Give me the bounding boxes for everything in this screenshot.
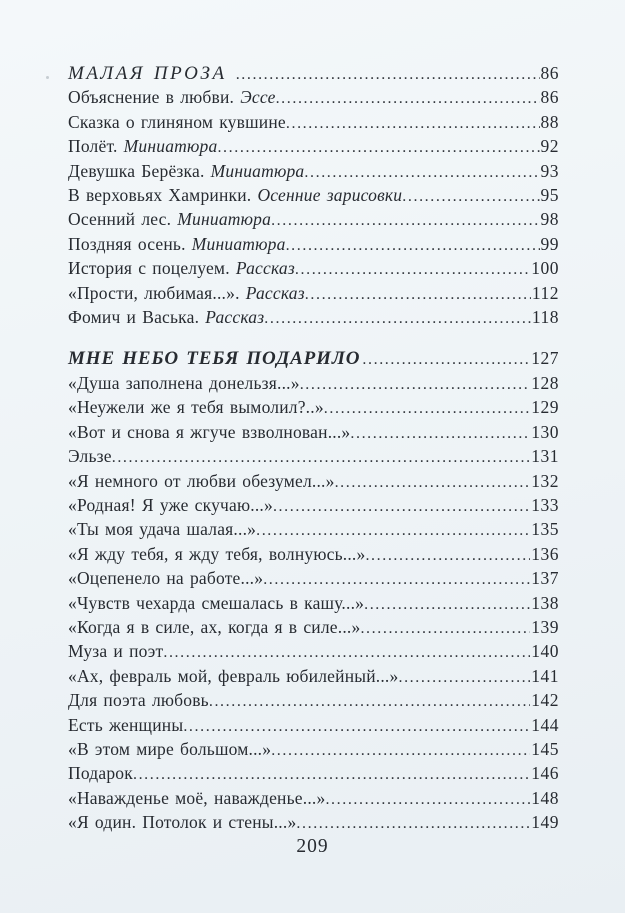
toc-entry-page: 138 (531, 592, 559, 613)
leader-dots (286, 111, 540, 135)
toc-entry (68, 184, 559, 208)
toc-entry-title: Подарок (68, 763, 133, 784)
toc-entry (68, 421, 559, 445)
toc-entry-page: 99 (540, 233, 559, 254)
toc-genre-label: Миниатюра (210, 160, 305, 181)
toc-entry-title: «Оцепенело на работе...» (68, 568, 264, 589)
toc-entry (68, 567, 559, 591)
table-of-contents (68, 62, 559, 836)
toc-genre-label: Рассказ (205, 307, 265, 328)
toc-entry-page: 132 (531, 470, 559, 491)
toc-entry-page: 144 (531, 714, 559, 735)
toc-entry-title: Для поэта любовь (68, 690, 209, 711)
toc-entry-page: 145 (531, 738, 559, 759)
toc-entry-title: Девушка Берёзка. Миниатюра (68, 160, 305, 181)
toc-genre-label: Осенние зарисовки (257, 185, 403, 206)
leader-dots (271, 208, 539, 232)
leader-dots (335, 470, 531, 494)
toc-genre-label: Миниатюра (123, 136, 218, 157)
toc-entry-title: Полёт. Миниатюра (68, 136, 218, 157)
toc-entry-title: «Я немного от любви обезумел...» (68, 470, 335, 491)
leader-dots (364, 592, 530, 616)
toc-section-heading-title: МАЛАЯ ПРОЗА (68, 63, 227, 84)
toc-entry-title: «Я жду тебя, я жду тебя, волнуюсь...» (68, 543, 366, 564)
toc-entry-title: «Я один. Потолок и стены...» (68, 812, 297, 833)
page-number: 209 (296, 836, 329, 857)
toc-entry (68, 372, 559, 396)
toc-entry-page: 136 (531, 543, 559, 564)
toc-entry (68, 257, 559, 281)
toc-entry-title: «Неужели же я тебя вымолил?..» (68, 397, 324, 418)
leader-dots (264, 306, 531, 330)
toc-entry-title: Эльзе (68, 446, 112, 467)
leader-dots (360, 616, 530, 640)
toc-entry-page: 140 (531, 641, 559, 662)
leader-dots (350, 421, 530, 445)
toc-entry (68, 762, 559, 786)
toc-entry (68, 616, 559, 640)
toc-section-heading (68, 347, 559, 371)
toc-section-heading-title: МНЕ НЕБО ТЕБЯ ПОДАРИЛО (68, 348, 361, 370)
toc-entry (68, 282, 559, 306)
toc-entry (68, 86, 559, 110)
toc-genre-label: Миниатюра (191, 233, 286, 254)
toc-entry-title: «Родная! Я уже скучаю...» (68, 494, 273, 515)
toc-entry (68, 494, 559, 518)
toc-entry-page: 95 (540, 185, 559, 206)
leader-dots (362, 347, 530, 371)
toc-entry-title: «Ты моя удача шалая...» (68, 519, 257, 540)
toc-entry-title: Объяснение в любви. Эссе (68, 87, 276, 108)
toc-entry (68, 518, 559, 542)
toc-entry-title: Сказка о глиняном кувшине (68, 111, 286, 132)
toc-entry-title: «Наважденье моё, наважденье...» (68, 787, 326, 808)
toc-genre-label: Эссе (240, 87, 276, 108)
leader-dots (325, 787, 530, 811)
toc-entry-page: 93 (540, 160, 559, 181)
toc-entry (68, 665, 559, 689)
toc-entry-page: 100 (531, 258, 559, 279)
leader-dots (263, 567, 530, 591)
toc-entry (68, 689, 559, 713)
toc-entry-title: Муза и поэт (68, 641, 164, 662)
leader-dots (398, 665, 530, 689)
toc-entry-title: Фомич и Васька. Рассказ (68, 307, 265, 328)
toc-section-heading (68, 62, 559, 86)
leader-dots (273, 494, 530, 518)
toc-entry (68, 233, 559, 257)
leader-dots (276, 86, 540, 110)
toc-entry (68, 811, 559, 835)
toc-section-heading-page: 127 (531, 348, 559, 369)
leader-dots (295, 257, 530, 281)
toc-entry-page: 137 (531, 568, 559, 589)
toc-entry (68, 592, 559, 616)
leader-dots (183, 714, 530, 738)
leader-dots (300, 372, 531, 396)
toc-entry-page: 86 (540, 87, 559, 108)
leader-dots (286, 233, 540, 257)
toc-entry (68, 787, 559, 811)
leader-dots (163, 640, 530, 664)
toc-entry (68, 160, 559, 184)
toc-genre-label: Рассказ (235, 258, 295, 279)
toc-entry-title: «В этом мире большом...» (68, 738, 272, 759)
toc-entry (68, 208, 559, 232)
toc-entry (68, 135, 559, 159)
scan-speck (46, 76, 49, 79)
toc-entry-title: «Вот и снова я жгуче взволнован...» (68, 421, 351, 442)
toc-entry-page: 112 (531, 282, 559, 303)
toc-entry-page: 146 (531, 763, 559, 784)
toc-entry-page: 130 (531, 421, 559, 442)
toc-entry-title: Поздняя осень. Миниатюра (68, 233, 286, 254)
toc-entry (68, 470, 559, 494)
leader-dots (209, 689, 530, 713)
toc-entry-page: 118 (531, 307, 559, 328)
toc-entry-page: 148 (531, 787, 559, 808)
leader-dots (365, 543, 530, 567)
toc-entry-page: 133 (531, 494, 559, 515)
toc-section (68, 347, 559, 835)
toc-section (68, 62, 559, 330)
toc-section-heading-page: 86 (540, 63, 559, 83)
leader-dots (217, 135, 539, 159)
toc-entry-page: 88 (540, 111, 559, 132)
toc-entry (68, 714, 559, 738)
toc-entry-title: Есть женщины (68, 714, 184, 735)
toc-entry-title: Осенний лес. Миниатюра (68, 209, 272, 230)
toc-entry (68, 306, 559, 330)
toc-entry-title: «Душа заполнена донельзя...» (68, 372, 300, 393)
toc-entry-title: В верховьях Хамринки. Осенние зарисовки (68, 185, 403, 206)
toc-entry-page: 139 (531, 616, 559, 637)
toc-entry (68, 738, 559, 762)
leader-dots (112, 445, 531, 469)
toc-entry (68, 111, 559, 135)
leader-dots (324, 396, 530, 420)
leader-dots (305, 282, 531, 306)
toc-genre-label: Рассказ (245, 282, 305, 303)
toc-entry-page: 141 (531, 665, 559, 686)
leader-dots (133, 762, 530, 786)
toc-entry-page: 128 (531, 372, 559, 393)
leader-dots (304, 160, 539, 184)
toc-genre-label: Миниатюра (177, 209, 272, 230)
leader-dots (402, 184, 539, 208)
toc-entry (68, 445, 559, 469)
toc-entry-page: 149 (531, 812, 559, 833)
toc-entry-title: «Чувств чехарда смешалась в кашу...» (68, 592, 365, 613)
toc-entry-title: «Ах, февраль мой, февраль юбилейный...» (68, 665, 399, 686)
leader-dots (271, 738, 530, 762)
toc-entry-page: 92 (540, 136, 559, 157)
toc-entry-page: 129 (531, 397, 559, 418)
toc-entry-page: 142 (531, 690, 559, 711)
toc-entry (68, 543, 559, 567)
toc-entry-title: «Прости, любимая...». Рассказ (68, 282, 305, 303)
toc-entry-page: 98 (540, 209, 559, 230)
leader-dots (236, 62, 540, 86)
toc-entry (68, 396, 559, 420)
toc-entry (68, 640, 559, 664)
toc-entry-page: 131 (531, 446, 559, 467)
leader-dots (296, 811, 530, 835)
leader-dots (256, 518, 530, 542)
toc-entry-page: 135 (531, 519, 559, 540)
toc-entry-title: «Когда я в силе, ах, когда я в силе...» (68, 616, 361, 637)
toc-entry-title: История с поцелуем. Рассказ (68, 258, 295, 279)
